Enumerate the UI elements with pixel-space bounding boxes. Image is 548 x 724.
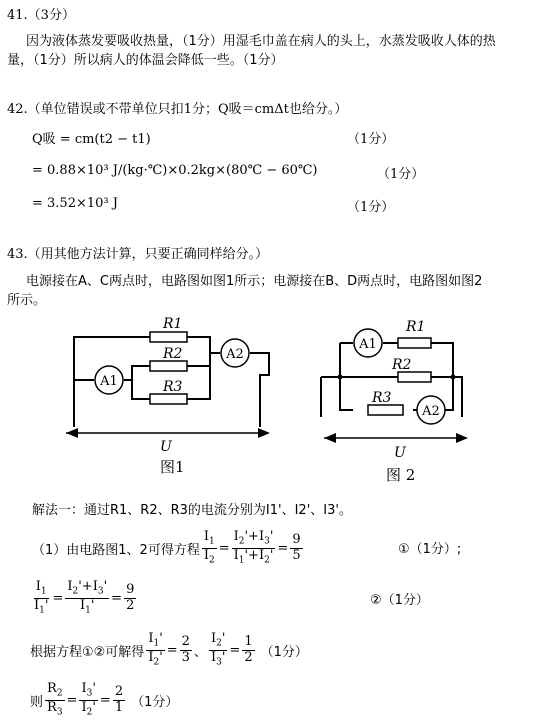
equation-3: 根据方程①②可解得 $\frac{I_1'}{I_2'}$ = $\frac{2}{3}$ 、 $\frac{I_2'}{I_3'}$ = $\frac{1}{2}$ （1分） bbox=[30, 631, 308, 668]
fig2-r2-label: R2 bbox=[392, 357, 412, 373]
fig2-r3-label: R3 bbox=[372, 390, 392, 406]
q42-eq2-score: （1分） bbox=[377, 167, 425, 182]
q42-header: 42.（单位错误或不带单位只扣1分；Q吸＝cmΔt也给分。） bbox=[7, 102, 348, 117]
fig1-voltage-label: U bbox=[160, 439, 172, 455]
fig2-voltage-label: U bbox=[394, 445, 406, 461]
fig1-r3-label: R3 bbox=[163, 379, 183, 395]
step4-prefix: 则 bbox=[30, 694, 44, 710]
step1-prefix: （1）由电路图1、2可得方程 bbox=[32, 542, 200, 558]
equation-1: （1）由电路图1、2可得方程 $\frac{I_1}{I_2}$ = $\frac{I_2'+I_3'}{I_1'+I_2'}$ = $\frac{9}{5}$ bbox=[32, 529, 301, 566]
fig1-a2-label: A2 bbox=[226, 347, 244, 362]
q42-eq1-score: （1分） bbox=[347, 132, 395, 147]
resistor-r2 bbox=[398, 372, 431, 382]
q43-header: 43.（用其他方法计算，只要正确同样给分。） bbox=[7, 247, 269, 262]
step3-prefix: 根据方程①②可解得 bbox=[30, 644, 145, 660]
q42-eq1: Q吸 = cm(t2 − t1) bbox=[32, 132, 151, 147]
resistor-r3 bbox=[150, 394, 187, 404]
equation-1-mark: ①（1分）; bbox=[398, 542, 462, 557]
fig1-caption: 图1 bbox=[160, 458, 185, 476]
equation-2: $\frac{I_1}{I_1'}$ = $\frac{I_2'+I_3'}{I_1'}$ = $\frac{9}{2}$ bbox=[34, 579, 135, 616]
q42-eq2: = 0.88×10³ J/(kg·℃)×0.2kg×(80℃ − 60℃) bbox=[32, 163, 318, 178]
fig1-r1-label: R1 bbox=[163, 316, 183, 332]
resistor-r2 bbox=[150, 361, 187, 371]
circuit-figure-2 bbox=[318, 315, 478, 487]
fig2-a1-label: A1 bbox=[359, 337, 377, 352]
circuit-figure-1 bbox=[60, 315, 285, 480]
fig2-caption: 图 2 bbox=[386, 466, 416, 484]
resistor-r3 bbox=[368, 405, 403, 415]
equation-2-mark: ②（1分） bbox=[370, 593, 429, 608]
q43-intro-line1: 电源接在A、C两点时，电路图如图1所示；电源接在B、D两点时，电路图如图2 bbox=[26, 274, 483, 289]
q41-line1: 因为液体蒸发要吸收热量，（1分）用湿毛巾盖在病人的头上，水蒸发吸收人体的热 bbox=[26, 34, 496, 49]
equation-4: 则 $\frac{R_2}{R_3}$ = $\frac{I_3'}{I_2'}$ = $\frac{2}{1}$ （1分） bbox=[30, 681, 179, 718]
q41-line2: 量，（1分）所以病人的体温会降低一些。（1分） bbox=[7, 53, 284, 68]
resistor-r1 bbox=[150, 332, 187, 342]
fig1-r2-label: R2 bbox=[163, 346, 183, 362]
q42-eq3-score: （1分） bbox=[347, 200, 395, 215]
fig2-a2-label: A2 bbox=[422, 404, 440, 419]
resistor-r1 bbox=[398, 338, 431, 348]
step3-score: （1分） bbox=[260, 644, 308, 660]
fig1-a1-label: A1 bbox=[100, 374, 118, 389]
q41-header: 41.（3分） bbox=[7, 8, 75, 23]
q43-intro-line2: 所示。 bbox=[7, 293, 47, 308]
fig2-r1-label: R1 bbox=[406, 319, 426, 335]
step4-score: （1分） bbox=[131, 694, 179, 710]
q42-eq3: = 3.52×10³ J bbox=[32, 196, 118, 211]
method-intro: 解法一：通过R1、R2、R3的电流分别为I1'、I2'、I3'。 bbox=[32, 503, 352, 518]
